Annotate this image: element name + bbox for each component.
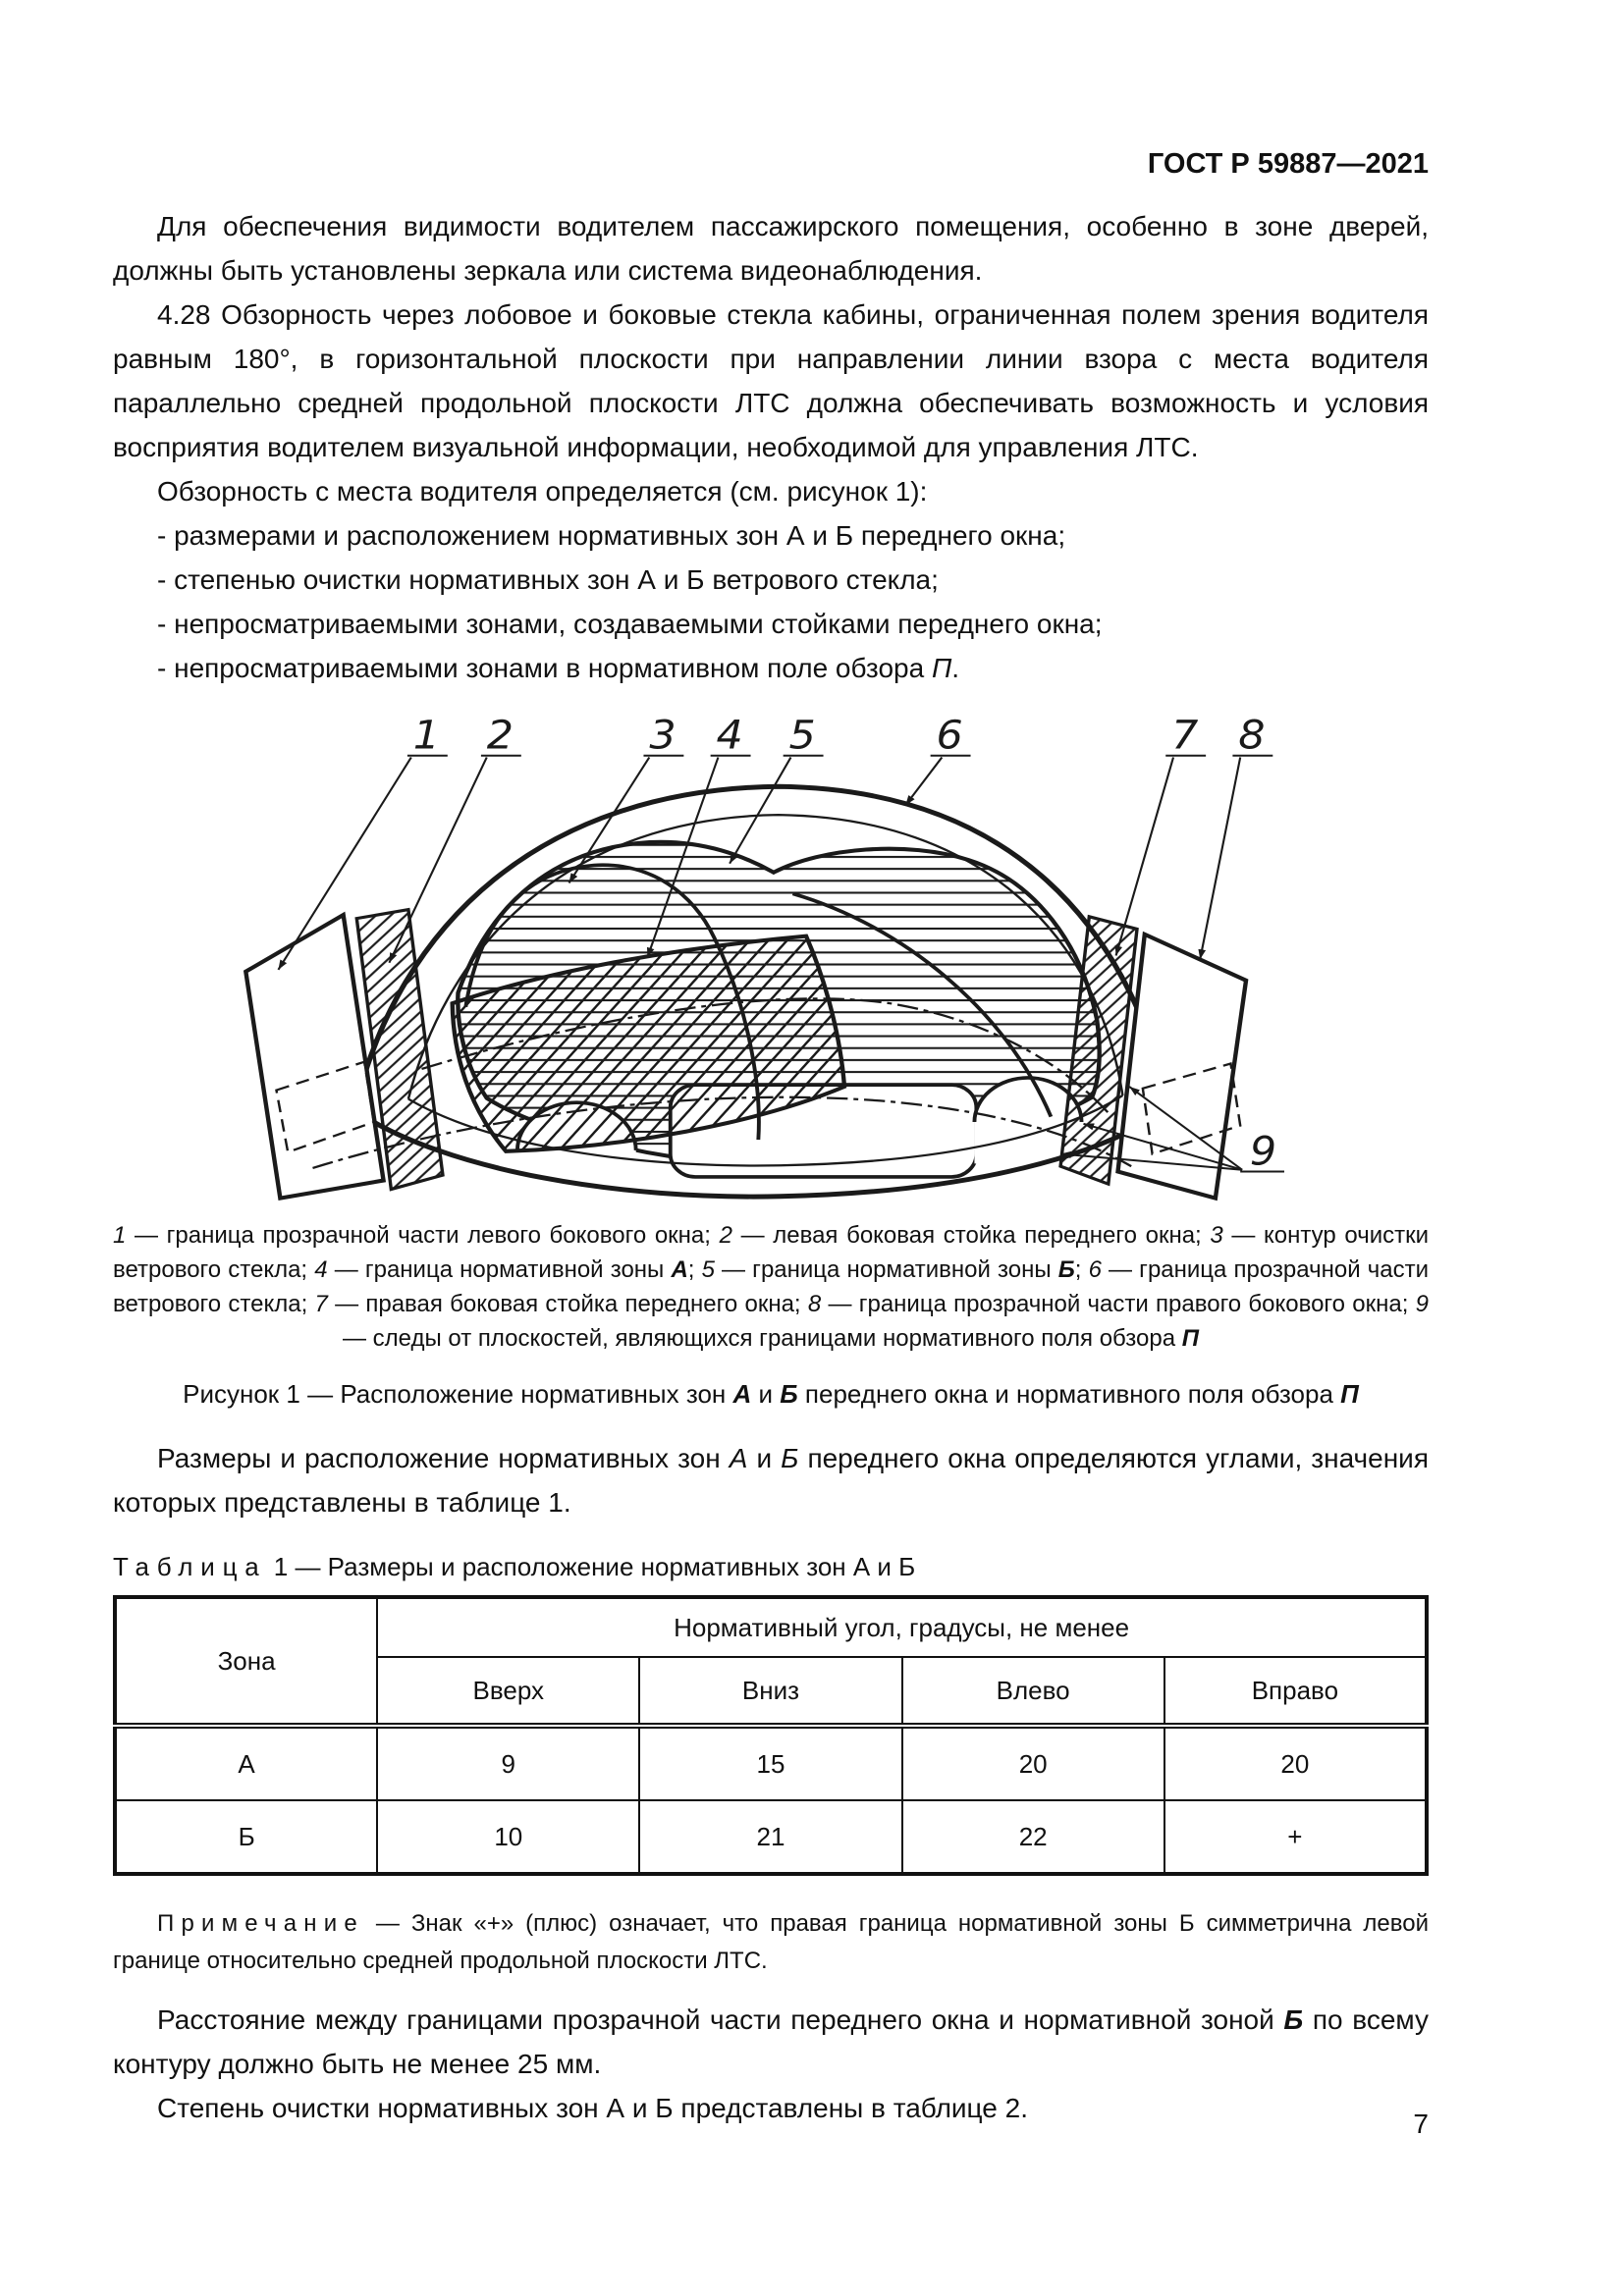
cell-a-up: 9 (377, 1726, 639, 1800)
text-segment: 3 (1210, 1222, 1223, 1249)
cell-a-left: 20 (902, 1726, 1164, 1800)
text-segment: Примечание (157, 1910, 364, 1937)
text-segment: — граница прозрачной части ветрового стекла; (113, 1256, 1429, 1317)
page-content (113, 147, 1429, 2130)
callout-1: 1 (412, 712, 441, 759)
text-segment: Размеры и расположение нормативных зон (157, 1443, 730, 1473)
text-segment: 6 (1088, 1256, 1102, 1283)
text-segment: — Знак «+» (плюс) означает, что правая граница нормативной зоны Б симметрична левой границе относительно средней продольной плоскости ЛТС. (113, 1910, 1429, 1974)
bullet-item-pillar-blind-zones (113, 602, 1429, 646)
callout-2: 2 (486, 712, 514, 759)
paragraph-table-2-reference: Степень очистки нормативных зон А и Б представлены в таблице 2. (157, 2093, 1028, 2123)
text-segment: Б (781, 1443, 799, 1473)
table-row-zone-a (115, 1726, 1427, 1800)
text-segment: переднего окна определяются углами, значения которых представлены в таблице 1. (113, 1443, 1429, 1518)
text-segment: А (671, 1256, 688, 1283)
table-1-header-up: Вверх (377, 1657, 639, 1726)
callout-4: 4 (716, 712, 743, 759)
table-1-header-left: Влево (902, 1657, 1164, 1726)
text-segment: и (747, 1443, 782, 1473)
figure-1-legend (113, 1218, 1429, 1356)
callout-9: 9 (1249, 1128, 1277, 1174)
table-1-header-zone: Зона (115, 1597, 377, 1726)
table-1-header-down: Вниз (639, 1657, 901, 1726)
cell-zone-a: А (115, 1726, 377, 1800)
text-segment: 9 (1415, 1291, 1429, 1317)
figure-1 (113, 708, 1429, 1208)
text-segment: П (1181, 1325, 1199, 1352)
page-number: 7 (1413, 2109, 1429, 2139)
text-segment: — правая боковая стойка переднего окна; (327, 1291, 808, 1317)
text-segment: 7 (314, 1291, 328, 1317)
cell-b-down: 21 (639, 1800, 901, 1874)
text-segment: 8 (807, 1291, 822, 1317)
table-row-zone-b (115, 1800, 1427, 1874)
text-segment: — граница прозрачной части правого бокового окна; (821, 1291, 1416, 1317)
text-segment: П (931, 653, 952, 683)
bullet-item-field-blind-zones (113, 646, 1429, 690)
text-segment: - степенью очистки нормативных зон А и Б ветрового стекла; (157, 564, 939, 595)
text-segment: ; (687, 1256, 702, 1283)
callout-6: 6 (936, 712, 963, 759)
text-segment: Б (1283, 2004, 1304, 2035)
callout-3: 3 (649, 712, 677, 759)
text-segment: А (729, 1443, 748, 1473)
callout-5: 5 (788, 712, 816, 759)
text-segment: . (951, 653, 960, 683)
text-segment: — граница прозрачной части левого бокового окна; (126, 1222, 720, 1249)
text-segment: - непросматриваемыми зонами в нормативном поле обзора (157, 653, 932, 683)
figure-1-caption (113, 1375, 1429, 1413)
text-segment: переднего окна и нормативного поля обзора (797, 1379, 1341, 1409)
document-code-header: ГОСТ Р 59887—2021 (1147, 148, 1429, 180)
text-segment: и (751, 1379, 781, 1409)
text-segment: П (1340, 1379, 1359, 1409)
paragraph-mirrors: Для обеспечения видимости водителем пассажирского помещения, особенно в зоне дверей, должны быть установлены зеркала или система видеонаблюдения. (113, 211, 1429, 286)
text-segment: А (732, 1379, 752, 1409)
table-1-note (113, 1905, 1429, 1980)
cell-a-down: 15 (639, 1726, 901, 1800)
text-segment: Рисунок 1 — Расположение нормативных зон (183, 1379, 733, 1409)
text-segment: 4 (314, 1256, 328, 1283)
cell-b-right: + (1164, 1800, 1427, 1874)
table-1 (113, 1595, 1429, 1876)
text-segment: — граница нормативной зоны (327, 1256, 672, 1283)
cell-a-right: 20 (1164, 1726, 1427, 1800)
cell-b-up: 10 (377, 1800, 639, 1874)
callout-7: 7 (1171, 712, 1199, 759)
text-segment: — граница нормативной зоны (714, 1256, 1058, 1283)
paragraph-zone-angles (113, 1436, 1429, 1524)
text-segment: 5 (701, 1256, 715, 1283)
paragraph-visibility-defined: Обзорность с места водителя определяется (см. рисунок 1): (157, 476, 928, 507)
bullet-item-cleaning (113, 558, 1429, 602)
figure-1-drawing (221, 708, 1321, 1203)
table-1-header-right: Вправо (1164, 1657, 1427, 1726)
table-1-header-group: Нормативный угол, градусы, не менее (377, 1597, 1427, 1657)
text-segment: - непросматриваемыми зонами, создаваемыми стойками переднего окна; (157, 609, 1103, 639)
text-segment: Б (1057, 1256, 1075, 1283)
text-segment: — следы от плоскостей, являющихся границами нормативного поля обзора (343, 1325, 1182, 1352)
cell-zone-b: Б (115, 1800, 377, 1874)
text-segment: Расстояние между границами прозрачной части переднего окна и нормативной зоной (157, 2004, 1284, 2035)
text-segment: по всему контуру должно быть не менее 25 мм. (113, 2004, 1429, 2079)
bullet-item-zones (113, 513, 1429, 558)
text-segment: 1 — Размеры и расположение нормативных зон А и Б (266, 1552, 916, 1581)
text-segment: 2 (719, 1222, 732, 1249)
text-segment: Таблица (113, 1552, 267, 1581)
text-segment: 1 (113, 1222, 127, 1249)
paragraph-4-28: 4.28 Обзорность через лобовое и боковые стекла кабины, ограниченная полем зрения водителя равным 180°, в горизонтальной плоскости при направлении линии взора с места водителя параллельно средней продольной плоскости ЛТС должна обеспечивать возможность и условия восприятия водителем визуальной информации, необходимой для управления ЛТС. (113, 299, 1429, 462)
text-segment: — левая боковая стойка переднего окна; (731, 1222, 1211, 1249)
table-1-title (113, 1548, 1429, 1585)
text-segment: - размерами и расположением нормативных зон А и Б переднего окна; (157, 520, 1066, 551)
text-segment: Б (780, 1379, 798, 1409)
callout-8: 8 (1238, 712, 1266, 759)
cell-b-left: 22 (902, 1800, 1164, 1874)
text-segment: ; (1074, 1256, 1089, 1283)
text-segment: — контур очистки ветрового стекла; (113, 1222, 1430, 1283)
paragraph-25mm (113, 1998, 1429, 2086)
